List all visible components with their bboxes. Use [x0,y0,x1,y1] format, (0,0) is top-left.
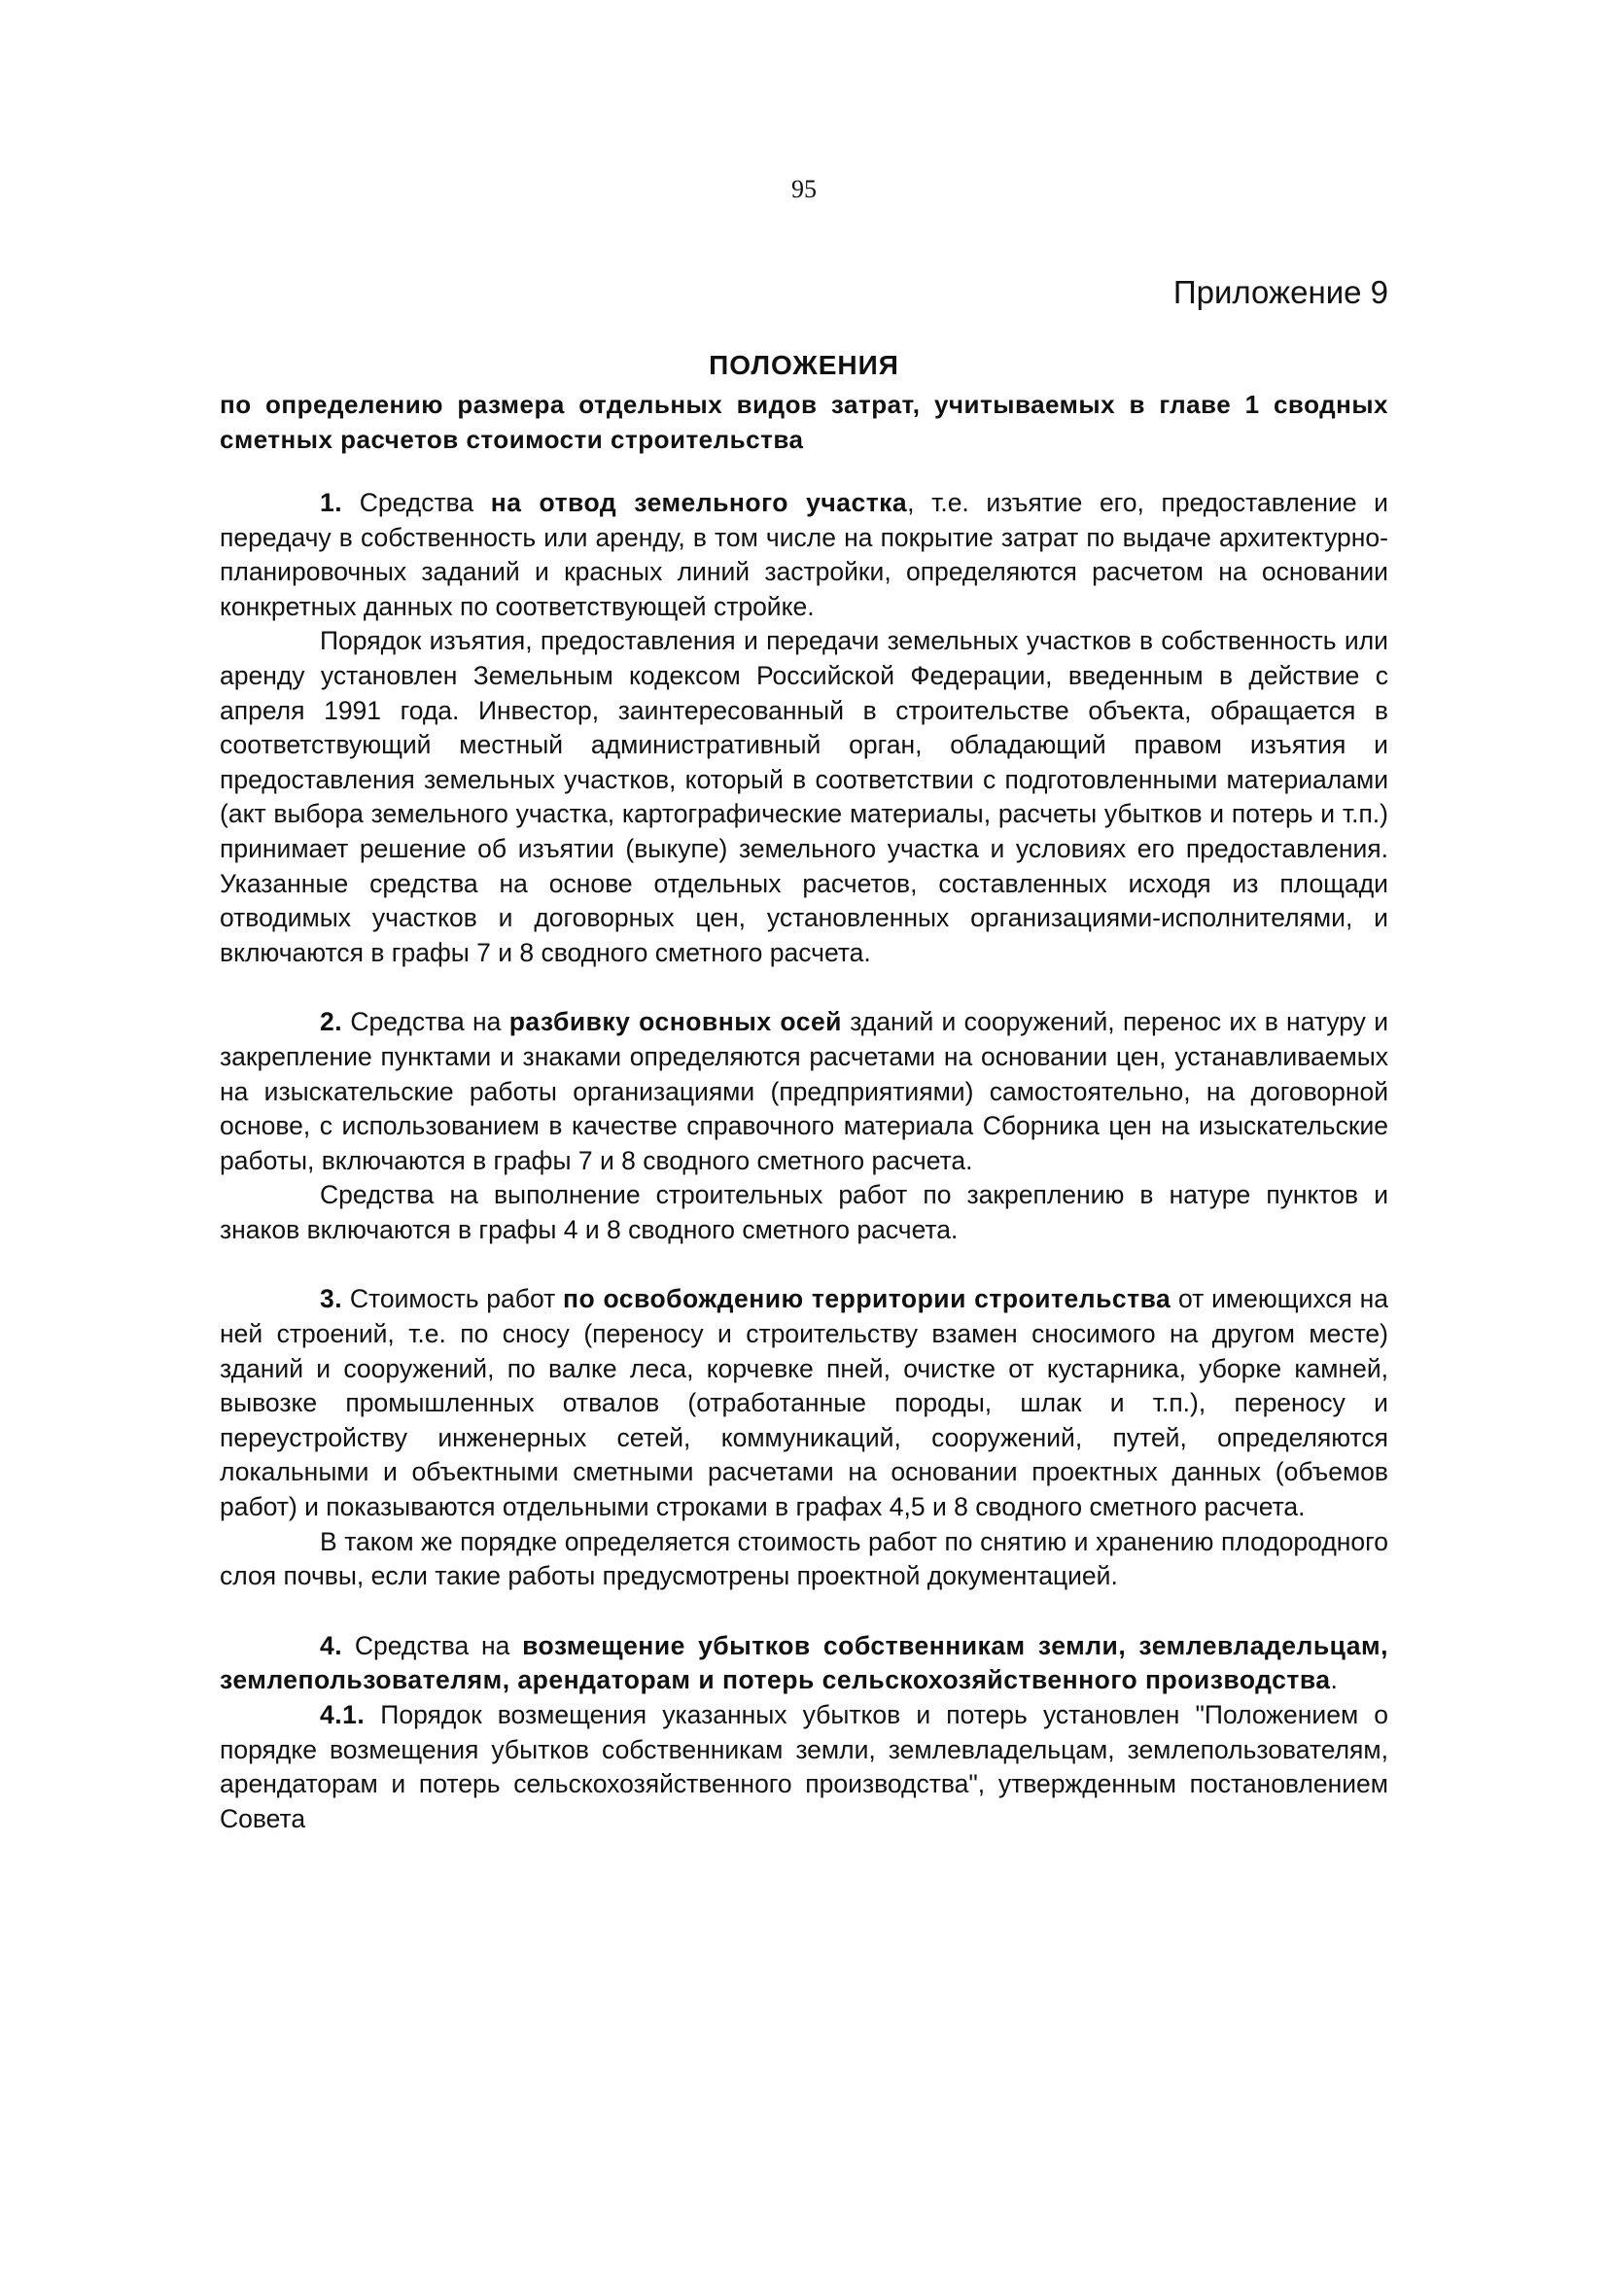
section-3-heading: по освобождению территории строительства [563,1284,1171,1314]
section-1-paragraph [220,486,1388,624]
section-1-heading: на отвод земельного участка [490,488,908,517]
section-4-1-number: 4.1. [320,1700,366,1729]
section-1-text: , т.е. изъятие его, предоставление и передачу в собственность или аренду, в том числе на покрытие затрат по выдаче архитектурно-планировочных заданий и красных линий застройки, определяются расчетом на основании конкретных данных по соответствующей стройке. [220,488,1388,621]
section-4-paragraph [220,1629,1388,1698]
section-2-paragraph-2: Средства на выполнение строительных работ по закреплению в натуре пунктов и знаков включаются в графы 4 и 8 сводного сметного расчета. [220,1180,1388,1244]
section-3-paragraph [220,1282,1388,1524]
section-2-lead: Средства на [342,1007,509,1037]
section-3-text: от имеющихся на ней строений, т.е. по сносу (переносу и строительству взамен сносимого на другом месте) зданий и сооружений, по валке леса, корчевке пней, очистке от кустарника, уборке камней, вывозке промышленных отвалов (отработанные породы, шлак и т.п.), переносу и переустройству инженерных сетей, коммуникаций, сооружений, путей, определяются локальными и объектными сметными расчетами на основании проектных данных (объемов работ) и показываются отдельными строками в графах 4,5 и 8 сводного сметного расчета. [220,1284,1389,1522]
document-subtitle: по определению размера отдельных видов затрат, учитываемых в главе 1 сводных сметных расчетов стоимости строительства [220,390,1388,454]
section-4-1-text: Порядок возмещения указанных убытков и потерь установлен "Положением о порядке возмещения убытков собственникам земли, землевладельцам, землепользователям, арендаторам и потерь сельскохозяйственного производства", утвержденным постановлением Совета [220,1700,1388,1833]
section-2-paragraph [220,1005,1388,1178]
section-1-number: 1. [320,488,343,517]
section-2-number: 2. [320,1007,343,1037]
appendix-label: Приложение 9 [1172,274,1388,310]
section-2-heading: разбивку основных осей [508,1007,842,1037]
section-1-paragraph-2: Порядок изъятия, предоставления и передачи земельных участков в собственность или аренду установлен Земельным кодексом Российской Федерации, введенным в действие с апреля 1991 года. Инвестор, заинтересованный в строительстве объекта, обращается в соответствующий местный административный орган, обладающий правом изъятия и предоставления земельных участков, который в соответствии с подготовленными материалами (акт выбора земельного участка, картографические материалы, расчеты убытков и потерь и т.п.) принимает решение об изъятии (выкупе) земельного участка и условиях его предоставления. Указанные средства на основе отдельных расчетов, составленных исходя из площади отводимых участков и договорных цен, установленных организациями-исполнителями, и включаются в графы 7 и 8 сводного сметного расчета. [220,626,1388,967]
section-4-number: 4. [320,1630,343,1660]
section-4-lead: Средства на [342,1630,523,1660]
document-title: ПОЛОЖЕНИЯ [709,350,899,380]
page-number: 95 [791,175,817,203]
section-3-number: 3. [320,1284,343,1314]
section-4-1-paragraph [220,1698,1388,1836]
section-3-lead: Стоимость работ [342,1284,564,1314]
section-3-paragraph-2: В таком же порядке определяется стоимость работ по снятию и хранению плодородного слоя почвы, если такие работы предусмотрены проектной документацией. [220,1526,1388,1591]
section-1-lead: Средства [342,488,491,517]
section-4-text: . [1330,1665,1338,1695]
section-2-text: зданий и сооружений, перенос их в натуру и закрепление пунктами и знаками определяются расчетами на основании цен, устанавливаемых на изыскательские работы организациями (предприятиями) самостоятельно, на договорной основе, с использованием в качестве справочного материала Сборника цен на изыскательские работы, включаются в графы 7 и 8 сводного сметного расчета. [220,1007,1388,1175]
section-4-heading: возмещение убытков собственникам земли, землевладельцам, землепользователям, арендаторам и потерь сельскохозяйственного производства [220,1630,1388,1695]
document-body [220,486,1388,1836]
